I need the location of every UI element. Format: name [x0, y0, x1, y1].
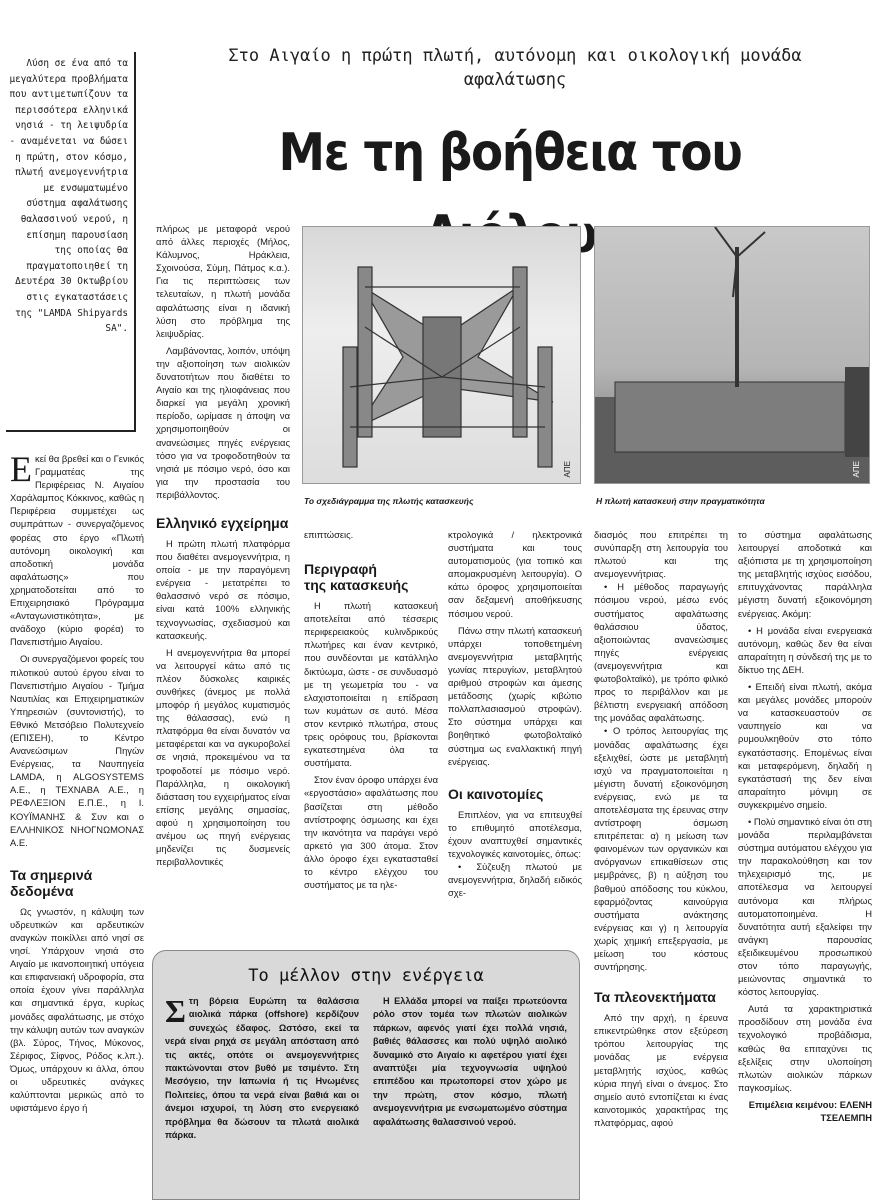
col6-paragraph: Αυτά τα χαρακτηριστικά προσδίδουν στη μονάδα ένα τεχνολογικό προβάδισμα, καθώς θα επιταχύνει τις εξελίξεις στην υλοποίηση πλωτών αιολικών πάρκων παγκοσμίως. [738, 1003, 872, 1093]
column-2 [156, 222, 290, 868]
column-3 [304, 528, 438, 891]
col4-paragraph: κτρολογικά / ηλεκτρονικά συστήματα και τους αυτοματισμούς (για τοπικό και απομακρυσμένη λειτουργία). Ο κάτω όροφος χρησιμοποιείται σαν δεξαμενή αποθήκευσης πόσιμου νερού. [448, 529, 582, 619]
photo2-caption: Η πλωτή κατασκευή στην πραγματικότητα [596, 496, 765, 506]
box-columns [165, 995, 567, 1142]
col5-paragraph: • Ο τρόπος λειτουργίας της μονάδας αφαλάτωσης έχει εξελιχθεί, ώστε με μεταβλητή ισχύ να πραγματοποιείται η μέγιστη δυνατή εξοικονόμηση ενέργειας, ενώ με τα αποτελέσματα της έρευνας στην αντίστροφη όσμωση επιτρέπεται: α) η μείωση των φαινομένων των οργανικών και ανόργανων επικαθίσεων στις μεμβράνες, β) η αύξηση του βαθμού απόδοσης του κύκλου, εφαρμόζοντας καινούργια συστήματα ανάκτησης ενέργειας και γ) η λειτουργία χωρίς χημική επεξεργασία, με μείωση του κόστους συντήρησης. [594, 725, 728, 973]
col1-paragraph: Οι συνεργαζόμενοι φορείς του πιλοτικού αυτού έργου είναι το Πανεπιστήμιο Αιγαίου - Τμήμα Ναυτιλίας και Επιχειρηματικών Υπηρεσιών (συντονιστής), το Εθνικό Μετσόβειο Πολυτεχνείο (ΕΠΙΣΕΗ), το Κέντρο Ανανεώσιμων Πηγών Ενέργειας, τα Ναυπηγεία LAMDA, η ALGOSYSTEMS Α.Ε., η ΤΕΧΝΑΒΑ Α.Ε., η ΡΕΦΛΕΞΙΟΝ Ε.Π.Ε., η Ι. ΚΟΥΪΜΑΝΗΣ & Συν και ο ΕΛΛΗΝΙΚΟΣ ΝΗΟΓΝΩΜΟΝΑΣ Α.Ε. [10, 653, 145, 848]
kicker: Στο Αιγαίο η πρώτη πλωτή, αυτόνομη και οικολογική μονάδα αφαλάτωσης [228, 46, 802, 90]
turbine-drawing [595, 227, 870, 484]
col2-paragraph: Λαμβάνοντας, λοιπόν, υπόψη την αξιοποίηση των αιολικών δυνατοτήτων που διαθέτει το Αιγαίο και της ηλιοφάνειας που διαρκεί για μεγάλη χρονική περίοδο, ωρίμασε η άποψη να χρησιμοποιηθούν οι ανανεώσιμες πηγές ενέργειας τόσο για να τροφοδοτηθούν τα νησιά με πόσιμο νερό, όσο και για την προστασία του περιβάλλοντος. [156, 344, 290, 500]
col3-paragraph: επιπτώσεις. [304, 529, 354, 540]
photo2-credit: ΑΠΕ [852, 460, 861, 477]
col6-paragraph: • Η μονάδα είναι ενεργειακά αυτόνομη, καθώς δεν θα είναι απαραίτητη η σύνδεσή της με το δίκτυο της ΔΕΗ. [738, 624, 872, 675]
col5-subheading: Τα πλεονεκτήματα [594, 989, 716, 1006]
col2-paragraph: πλήρως με μεταφορά νερού από άλλες περιοχές (Μήλος, Κάλυμνος, Ηράκλεια, Σχοινούσα, Σύμη, Πάτμος κ.α.). Για τις περιπτώσεις των τελευταίων, η πλωτή μονάδα αφαλάτωσης είναι η ιδανική λύση στο πρόβλημα της λειψυδρίας. [156, 223, 290, 339]
photo-platform-diagram [302, 226, 581, 484]
box-right-text: Η Ελλάδα μπορεί να παίξει πρωτεύοντα ρόλο στον τομέα των πλωτών αιολικών πάρκων, αφενός γιατί έχει πολλά νησιά, βαθιές θάλασσες και πολύ υψηλό αιολικό δυναμικό στο Αιγαίο κι αφετέρου γιατί έχει αναπτύξει μία τεχνογνωσία υψηλού επιπέδου και πρωτοπορεί στον χώρο με την πρώτη, στον κόσμο, πλωτή ανεμογεννήτρια με ενσωματωμένο σύστημα αφαλάτωσης θαλασσινού νερού. [373, 996, 567, 1127]
box-left-text: Στη βόρεια Ευρώπη τα θαλάσσια αιολικά πάρκα (offshore) κερδίζουν συνεχώς έδαφος. Ωστόσο, εκεί τα νερά είναι ρηχά σε μεγάλη απόσταση από τις ακτές, οπότε οι ανεμογεννήτριες πακτώνονται στον βυθό με τσιμέντο. Στη Μεσόγειο, την Ιαπωνία ή τις Ηνωμένες Πολιτείες, όπου τα νερά είναι βαθιά και οι άνεμοι ισχυροί, τη λύση στο ενεργειακό πρόβλημα θα δώσουν τα πλωτά αιολικά πάρκα. [165, 993, 359, 1141]
col6-paragraph: το σύστημα αφαλάτωσης λειτουργεί αποδοτικά και αξιόπιστα με τη χρησιμοποίηση της μεταβλητής ισχύος εισόδου, επιτυγχάνοντας παράλληλα μέγιστη δυνατή εξοικονόμηση ενέργειας. Ακόμη: [738, 529, 872, 619]
col4-paragraph: • Σύζευξη πλωτού με ανεμογεννήτρια, δηλαδή ειδικός σχε- [448, 861, 582, 899]
column-5 [594, 528, 728, 1129]
col6-paragraph: • Πολύ σημαντικό είναι ότι στη μονάδα περιλαμβάνεται σύστημα αυτόματου ελέγχου για την παρακολούθηση και τον τηλεχειρισμό της, με αποτέλεσμα να λειτουργεί αυτόνομα και πλήρως αυτοματοποιημένα. Η δυνατότητα αυτή εξαλείφει την ανάγκη παρουσίας εξειδικευμένου προσωπικού στον τόπο παραγωγής, μειώνοντας σημαντικά το κόστος λειτουργίας. [738, 815, 872, 998]
box-title: Το μέλλον στην ενέργεια [248, 966, 484, 986]
energy-future-box [152, 950, 580, 1200]
column-4 [448, 528, 582, 899]
col1-subheading: Τα σημερινά δεδομένα [10, 866, 93, 899]
col1-paragraph: Ως γνωστόν, η κάλυψη των υδρευτικών και αρδευτικών αναγκών ποικίλλει από νησί σε νησί. Υπάρχουν νησιά στο Αιγαίο με ικανοποιητική υπόγεια και επιφανειακή υδροφορία, στα οποία έχουν γίνει παράλληλα και σημαντικά έργα, κυρίως μονάδες αφαλάτωσης, με στόχο την κάλυψη αυτών των αναγκών (βλ. Σύρος, Τήνος, Μύκονος, Σέριφος, Σίφνος, Ρόδος κ.λπ.). Όμως, υπάρχουν κι άλλα, όπου οι υδρευτικές ανάγκες καλύπτονται μερικώς από το υφιστάμενο έργο ή [10, 905, 144, 1114]
col3-paragraph: Η πλωτή κατασκευή αποτελείται από τέσσερις περιφερειακούς κυλινδρικούς πλωτήρες και έναν κεντρικό, που συνδέονται με κατάλληλο δικτύωμα, ώστε - σε συνδυασμό με τη γεωμετρία του - να ελαχιστοποιείται η επίδραση των κυμάτων σε αυτό. Μέσα στον κεντρικό πλωτήρα, στους τρεις ορόφους του, βρίσκονται εγκατεστημένα όλα τα συστήματα. [304, 600, 438, 769]
col5-paragraph: διασμός που επιτρέπει τη συνύπαρξη στη λειτουργία του πλωτού και της ανεμογεννήτριας. [594, 529, 728, 580]
headline: Με τη βοήθεια του [278, 123, 742, 183]
platform-drawing [303, 227, 581, 484]
dropcap: Ε [10, 449, 32, 489]
intro-box [6, 52, 136, 432]
photo1-credit: ΑΠΕ [563, 460, 572, 477]
col4-paragraph: Επιπλέον, για να επιτευχθεί το επιθυμητό αποτέλεσμα, έχουν αναπτυχθεί σημαντικές τεχνολογικές καινοτομίες, όπως: [448, 808, 582, 859]
intro-text: Λύση σε ένα από τα μεγαλύτερα προβλήματα που αντιμετωπίζουν τα περισσότερα ελληνικά νησιά - τη λειψυδρία - αναμένεται να δώσει η πρώτη, στον κόσμο, πλωτή ανεμογεννήτρια με ενσωματωμένο σύστημα αφαλάτωσης θαλασσινού νερού, η επίσημη παρουσίαση της οποίας θα πραγματοποιηθεί τη Δευτέρα 30 Οκτωβρίου στις εγκαταστάσεις της "LAMDA Shipyards SA". [9, 58, 128, 335]
col5-paragraph: • Η μέθοδος παραγωγής πόσιμου νερού, μέσω ενός συστήματος αφαλάτωσης θαλάσσιου ύδατος, αξιοποιώντας ανανεώσιμες πηγές ενέργειας (ανεμογεννήτρια και φωτοβολταϊκό), με τρόπο φιλικό προς το περιβάλλον και με βέλτιστη ενεργειακή απόδοση της μονάδας αφαλάτωσης. [594, 581, 728, 724]
column-1 [10, 449, 145, 1114]
col6-paragraph: • Επειδή είναι πλωτή, ακόμα και μεγάλες μονάδες μπορούν να κατασκευαστούν σε ναυπηγείο και να ρυμουλκηθούν στο τόπο εγκατάστασης. Επομένως είναι και μεταφερόμενη, δηλαδή η εγκατάστασή της δεν είναι απαραίτητο μόνιμη σε συγκεκριμένο σημείο. [738, 681, 872, 810]
credit: Επιμέλεια κειμένου: ΕΛΕΝΗ ΤΣΕΛΕΜΠΗ [748, 1098, 872, 1123]
col1-paragraph: Εκεί θα βρεθεί και ο Γενικός Γραμματέας της Περιφέρειας Ν. Αιγαίου Χαράλαμπος Κόκκινος, καθώς η Περιφέρεια συμμετέχει ως συμπράττων - συνεργαζόμενος φορέας στο έργο «Πλωτή αυτόνομη οικολογική και αποδοτική μονάδα αφαλάτωσης» που χρηματοδοτείται από το Επιχειρησιακό Πρόγραμμα «Ανταγωνιστικότητα», με ανάδοχο (κύριο φορέα) το Πανεπιστήμιο Αιγαίου. [10, 449, 144, 648]
col2-paragraph: Η πρώτη πλωτή πλατφόρμα που διαθέτει ανεμογεννήτρια, η οποία - με την παραγόμενη ενέργεια - μετατρέπει το θαλασσινό νερό σε πόσιμο, είναι κατά 100% ελληνικής τεχνογνωσίας, σχεδιασμού και κατασκευής. [156, 537, 290, 641]
box-dropcap: Σ [165, 993, 186, 1029]
photo-platform-real [594, 226, 870, 484]
photo1-caption: Το σχεδιάγραμμα της πλωτής κατασκευής [304, 496, 474, 506]
col3-subheading: Περιγραφή της κατασκευής [304, 561, 409, 594]
col4-subheading: Οι καινοτομίες [448, 785, 544, 802]
col2-paragraph: Η ανεμογεννήτρια θα μπορεί να λειτουργεί κάτω από τις πλέον δύσκολες καιρικές συνθήκες (άνεμος με πολλά μποφόρ ή μεγάλος κυματισμός της θάλασσας), ενώ η πλατφόρμα θα είναι δυνατόν να μεταφέρεται και να αγκυροβολεί σε νησιά, προκειμένου να τα τροφοδοτεί με πόσιμο νερό. Παράλληλα, η οικολογική διάσταση του εγχειρήματος είναι επίσης μεγάλης σημασίας, αφού η χρησιμοποίηση του ανέμου ως πηγή ενέργειας μηδενίζει τις δυσμενείς περιβαλλοντικές [156, 646, 290, 868]
col4-paragraph: Πάνω στην πλωτή κατασκευή υπάρχει τοποθετημένη ανεμογεννήτρια μεταβλητής γωνίας πτερυγίων, μεταβλητού αριθμού στροφών και άμεσης μετάδοσης (χωρίς κιβώτιο πολλαπλασιασμού στροφών). Στο σύστημα υπάρχει και βοηθητικό φωτοβολταϊκό σύστημα ως εναλλακτική πηγή ενέργειας. [448, 624, 582, 767]
col5-paragraph: Από την αρχή, η έρευνα επικεντρώθηκε στον εξεύρεση τρόπου λειτουργίας της μονάδας με ενέργεια μεταβλητής ισχύος, καθώς κύρια πηγή είναι ο άνεμος. Στο σημείο αυτό εντοπίζεται κι ένας καινοτομικός χαρακτήρας της πλατφόρμας, αφού [594, 1012, 728, 1128]
col2-subheading: Ελληνικό εγχείρημα [156, 514, 289, 531]
column-6 [738, 528, 872, 1124]
col3-paragraph: Στον έναν όροφο υπάρχει ένα «εργοστάσιο» αφαλάτωσης που βασίζεται στη μέθοδο αντίστροφης όσμωσης και έχει την ικανότητα να παράγει νερό αρκετό για 300 άτομα. Στον άλλο όροφο έχει εγκατασταθεί το κέντρο ελέγχου του συστήματος με τα ηλε- [304, 774, 438, 891]
